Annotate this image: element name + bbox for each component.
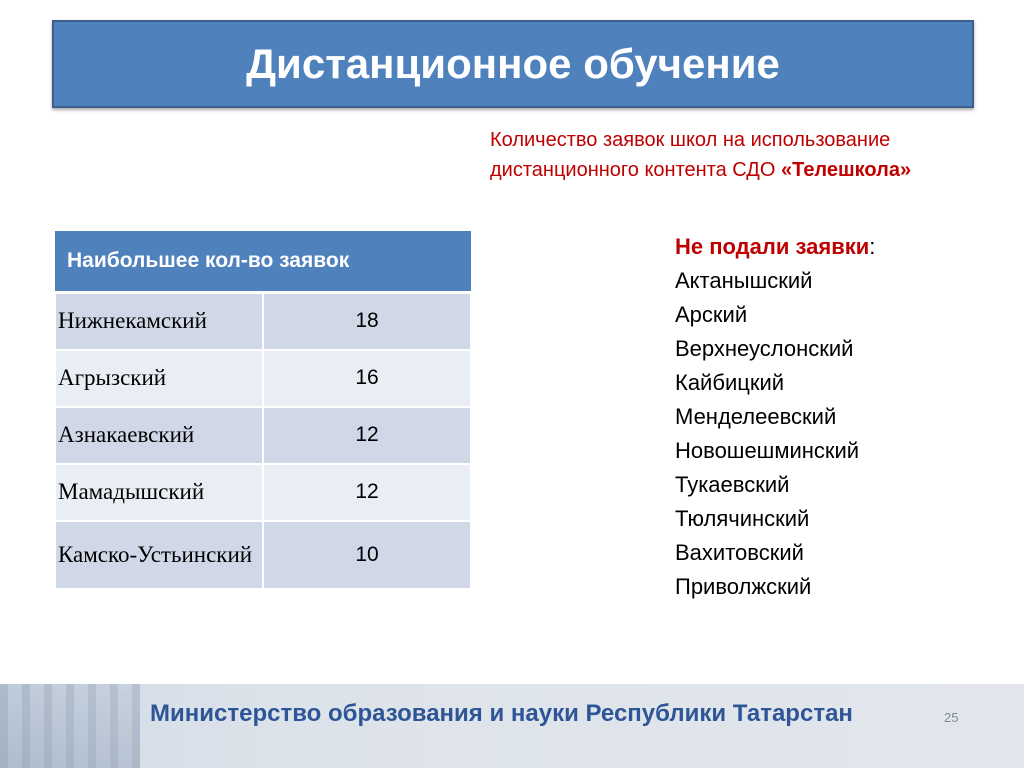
district-name: Камско-Устьинский: [55, 521, 263, 589]
district-name: Нижнекамский: [55, 293, 263, 350]
list-item: Менделеевский: [675, 404, 837, 429]
footer-bar: [0, 684, 1024, 768]
application-count: 16: [263, 350, 471, 407]
page-number: 25: [944, 710, 959, 725]
title-banner: [52, 20, 974, 108]
table-row: [55, 350, 471, 407]
slide-title: Дистанционное обучение: [246, 40, 780, 87]
table-header: Наибольшее кол-во заявок: [55, 231, 471, 293]
list-item: Приволжский: [675, 574, 812, 599]
no-applications-heading: Не подали заявки: [675, 234, 870, 259]
application-count: 18: [263, 293, 471, 350]
list-item: Актанышский: [675, 268, 813, 293]
list-item: Кайбицкий: [675, 370, 785, 395]
table-header-row: [55, 231, 471, 293]
subtitle-line-2-text: дистанционного контента СДО: [490, 159, 781, 181]
list-item: Тукаевский: [675, 472, 790, 497]
list-item: Тюлячинский: [675, 506, 810, 531]
district-list: [675, 264, 875, 604]
heading-colon: :: [869, 234, 876, 259]
organization-name: Министерство образования и науки Республики Татарстан: [150, 700, 853, 727]
no-applications-heading-line: [675, 230, 875, 264]
table-row: [55, 464, 471, 521]
list-item: Новошешминский: [675, 438, 860, 463]
applications-table: [54, 231, 472, 590]
building-photo: [0, 684, 140, 768]
list-item: Верхнеуслонский: [675, 336, 854, 361]
subtitle-line-2: [490, 155, 1000, 185]
table-row: [55, 521, 471, 589]
district-name: Агрызский: [55, 350, 263, 407]
no-applications-block: [675, 230, 875, 604]
subtitle-emphasis: «Телешкола»: [780, 159, 912, 181]
list-item: Арский: [675, 302, 748, 327]
application-count: 12: [263, 407, 471, 464]
district-name: Мамадышский: [55, 464, 263, 521]
district-name: Азнакаевский: [55, 407, 263, 464]
table-row: [55, 293, 471, 350]
application-count: 10: [263, 521, 471, 589]
slide-subtitle: [490, 125, 1000, 185]
table-row: [55, 407, 471, 464]
subtitle-line-1: Количество заявок школ на использование: [490, 129, 891, 151]
list-item: Вахитовский: [675, 540, 804, 565]
application-count: 12: [263, 464, 471, 521]
